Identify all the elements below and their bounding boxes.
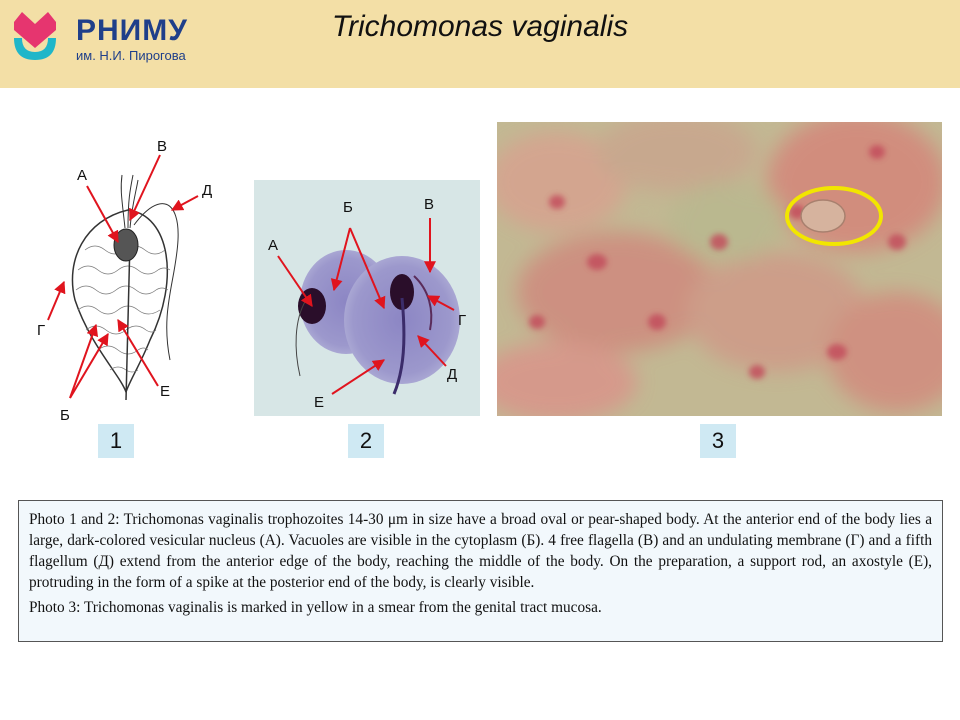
trichomonas-drawing-icon (30, 130, 230, 420)
figure-1-number: 1 (98, 424, 134, 458)
logo-name: РНИМУ (76, 14, 188, 47)
page-title: Trichomonas vaginalis (331, 10, 629, 43)
figure-3-smear (497, 122, 942, 416)
figure-2-label-e: Е (314, 394, 325, 411)
logo-subtitle: им. Н.И. Пирогова (76, 48, 186, 63)
figure-1-label-a: А (77, 167, 88, 184)
genital-smear-icon (497, 122, 942, 416)
figure-1-drawing (30, 130, 230, 420)
figure-1-label-v: В (157, 138, 168, 155)
figure-2-label-v: В (424, 196, 435, 213)
caption-box (18, 500, 943, 642)
figure-1-label-e: Е (160, 383, 171, 400)
figure-3-number: 3 (700, 424, 736, 458)
caption-paragraph-2: Photo 3: Trichomonas vaginalis is marked in yellow in a smear from the genital tract mucosa. (29, 599, 602, 616)
figure-2-label-d: Д (447, 366, 458, 383)
figure-1-label-b: Б (60, 407, 70, 424)
figure-2-label-g: Г (458, 312, 467, 329)
caption-paragraph-1: Photo 1 and 2: Trichomonas vaginalis trophozoites 14-30 μm in size have a broad oval or pear-shaped body. At the anterior end of the body lies a large, dark-colored vesicular nucleus (А). Vacuoles are visible in the cytoplasm (Б). 4 free flagella (В) and an undulating membrane (Г) and a fifth flagellum (Д) extend from the anterior edge of the body, reaching the middle of the body. On the preparation, a support rod, an axostyle (Е), protruding in the form of a spike at the posterior end of the body, is clearly visible. (29, 511, 932, 591)
figure-1-label-g: Г (37, 322, 46, 339)
figure-2-number: 2 (348, 424, 384, 458)
header-banner (0, 0, 960, 88)
figure-2-label-b: Б (343, 199, 353, 216)
figure-1-label-d: Д (202, 182, 213, 199)
figure-2-label-a: А (268, 237, 279, 254)
